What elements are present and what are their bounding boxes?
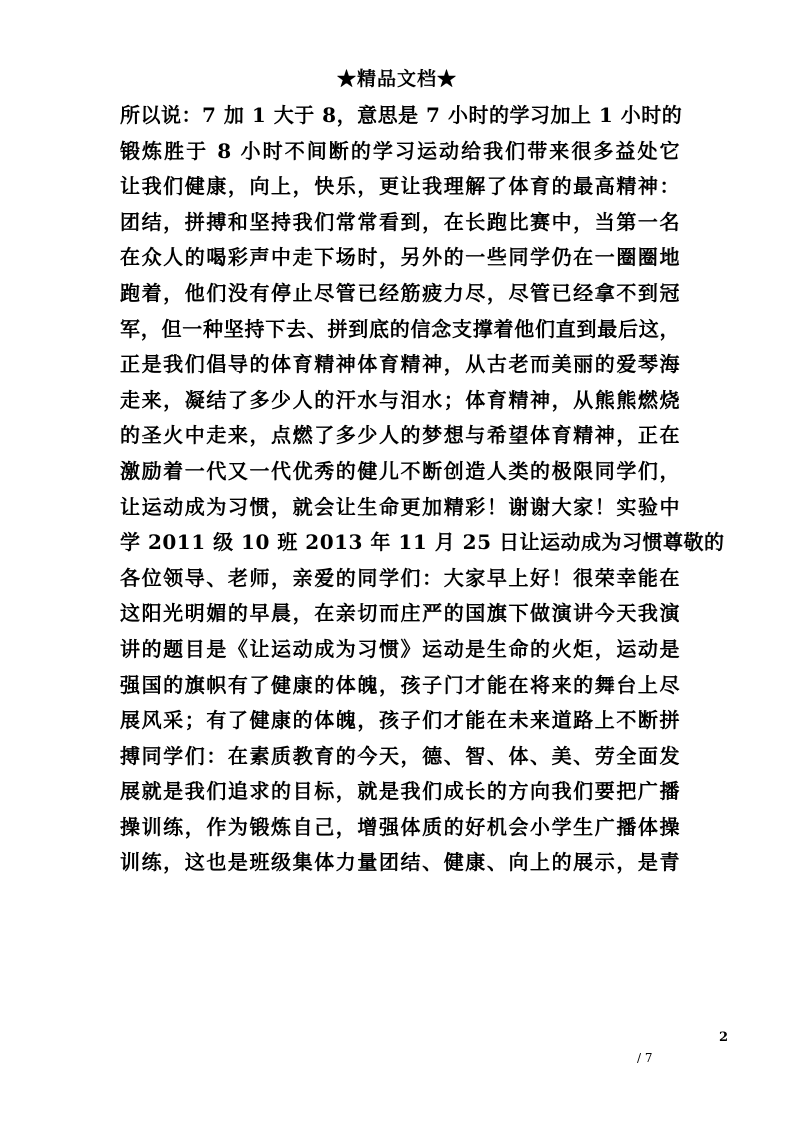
text-line: 所以说：7 加 1 大于 8，意思是 7 小时的学习加上 1 小时的 [120, 103, 683, 127]
page-total: / 7 [637, 1051, 653, 1065]
text-line: 让运动成为习惯，就会让生命更加精彩！谢谢大家！实验中 [120, 494, 680, 519]
text-line: 锻炼胜于 8 小时不间断的学习运动给我们带来很多益处它 [120, 138, 680, 163]
text-line: 激励着一代又一代优秀的健儿不断创造人类的极限同学们， [120, 458, 680, 483]
text-line: 展风采；有了健康的体魄，孩子们才能在未来道路上不断拼 [120, 708, 680, 733]
text-line: 强国的旗帜有了健康的体魄，孩子门才能在将来的舞台上尽 [120, 672, 680, 697]
text-line: 在众人的喝彩声中走下场时，另外的一些同学仍在一圈圈地 [120, 245, 680, 270]
document-header-title: ★精品文档★ [336, 68, 457, 90]
text-line: 的圣火中走来，点燃了多少人的梦想与希望体育精神，正在 [120, 423, 680, 448]
document-body [120, 98, 725, 881]
text-line: 走来，凝结了多少人的汗水与泪水；体育精神，从熊熊燃烧 [120, 387, 680, 412]
text-line: 展就是我们追求的目标，就是我们成长的方向我们要把广播 [120, 779, 680, 804]
text-line: 各位领导、老师，亲爱的同学们：大家早上好！很荣幸能在 [120, 565, 680, 590]
text-line: 搏同学们：在素质教育的今天，德、智、体、美、劳全面发 [120, 743, 680, 768]
text-line: 正是我们倡导的体育精神体育精神，从古老而美丽的爱琴海 [120, 352, 680, 377]
text-line: 训练，这也是班级集体力量团结、健康、向上的展示，是青 [120, 850, 680, 875]
text-line: 军，但一种坚持下去、拼到底的信念支撑着他们直到最后这， [120, 316, 680, 341]
text-line: 跑着，他们没有停止尽管已经筋疲力尽，尽管已经拿不到冠 [120, 280, 680, 305]
page-number: 2 [719, 1030, 729, 1045]
text-line: 操训练，作为锻炼自己，增强体质的好机会小学生广播体操 [120, 814, 680, 839]
text-line: 团结，拼搏和坚持我们常常看到，在长跑比赛中，当第一名 [120, 209, 680, 234]
text-line: 这阳光明媚的早晨，在亲切而庄严的国旗下做演讲今天我演 [120, 601, 680, 626]
text-line: 讲的题目是《让运动成为习惯》运动是生命的火炬，运动是 [120, 636, 680, 661]
text-line: 学 2011 级 10 班 2013 年 11 月 25 日让运动成为习惯尊敬的 [120, 530, 725, 555]
text-line: 让我们健康，向上，快乐，更让我理解了体育的最高精神： [120, 174, 680, 199]
